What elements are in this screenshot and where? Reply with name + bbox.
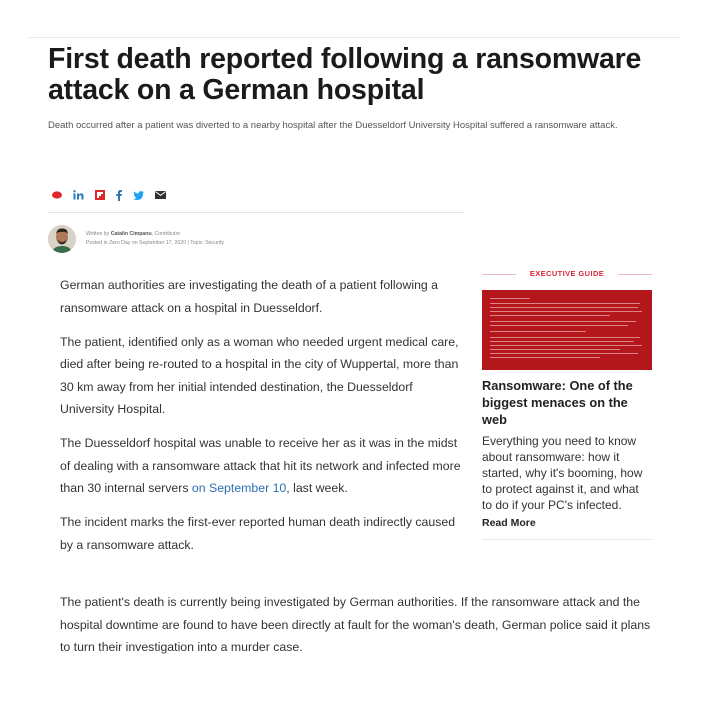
ransom-note-image[interactable]	[482, 290, 652, 370]
written-by-label: Written by	[86, 231, 110, 237]
paragraph-1: German authorities are investigating the death of a patient following a ransomware attack on a hospital in Duesseldorf.	[60, 278, 439, 315]
paragraph-5: The patient's death is currently being investigated by German authorities. If the ransomware attack and the hospital downtime are found to have been directly at fault for the woman's death, German police said it plans to turn their investigation into a murder case.	[60, 595, 651, 654]
paragraph-3	[60, 432, 470, 500]
sidebar-divider	[482, 539, 652, 540]
posted-line: Posted in Zero Day on September 17, 2020 | Topic: Security	[86, 240, 224, 246]
flipboard-box-icon[interactable]	[95, 189, 105, 201]
share-bar	[52, 188, 166, 202]
twitter-icon[interactable]	[133, 189, 144, 201]
byline-text	[86, 230, 224, 248]
author-avatar[interactable]	[48, 225, 76, 253]
executive-guide-label: EXECUTIVE GUIDE	[482, 268, 652, 280]
article-headline: First death reported following a ransomware attack on a German hospital	[48, 43, 642, 106]
paragraph-4: The incident marks the first-ever reported human death indirectly caused by a ransomware attack.	[60, 515, 456, 552]
top-divider	[28, 37, 680, 38]
linkedin-icon[interactable]	[73, 189, 84, 201]
flipboard-icon[interactable]	[52, 189, 62, 201]
guide-description: Everything you need to know about ransomware: how it started, why it's booming, how to protect against it, and what to do if your PC's infected.	[482, 434, 643, 512]
share-divider	[48, 212, 464, 213]
paragraph-3-text-b: , last week.	[286, 481, 348, 495]
paragraph-3-text-a: The Duesseldorf hospital was unable to receive her as it was in the midst of dealing with a ransomware attack that hit its network and infected more than 30 internal servers	[60, 436, 461, 495]
paragraph-2: The patient, identified only as a woman who needed urgent medical care, died after being re-routed to a hospital in the city of Wuppertal, more than 30 km away from her initial intended destination, the Duesseldorf University Hospital.	[60, 334, 459, 416]
author-name[interactable]: Catalin Cimpanu	[110, 231, 152, 237]
email-icon[interactable]	[155, 189, 166, 201]
executive-guide-card	[482, 268, 652, 540]
read-more-link[interactable]: Read More	[482, 517, 536, 529]
september-10-link[interactable]: on September 10	[191, 481, 287, 495]
byline	[48, 224, 224, 254]
facebook-icon[interactable]	[116, 189, 122, 201]
article-body	[60, 274, 470, 568]
article-dek: Death occurred after a patient was diverted to a nearby hospital after the Duesseldorf University Hospital suffered a ransomware attack.	[48, 120, 618, 131]
author-role: , Contributor	[151, 231, 181, 237]
guide-title[interactable]: Ransomware: One of the biggest menaces on the web	[482, 378, 633, 427]
